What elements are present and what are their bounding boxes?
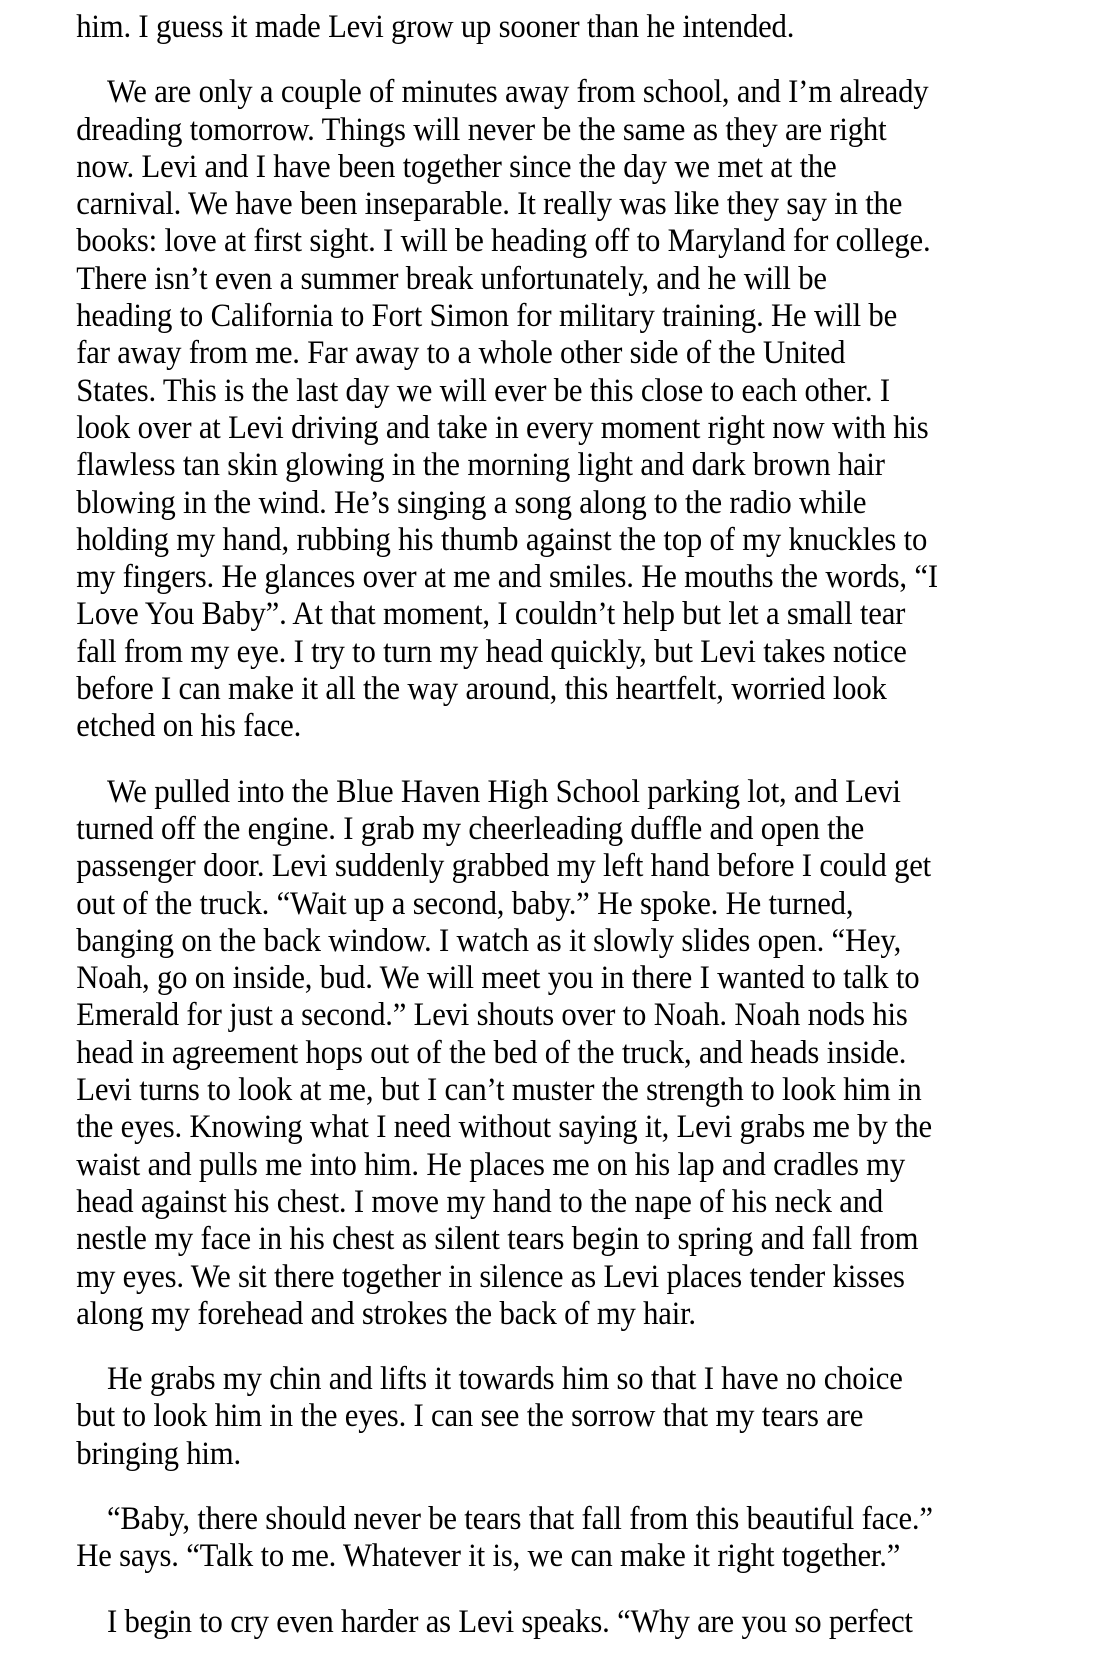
text-line: holding my hand, rubbing his thumb against the top of my knuckles to xyxy=(76,521,928,558)
paragraph xyxy=(76,1604,1112,1641)
text-line: He grabs my chin and lifts it towards him so that I have no choice xyxy=(106,1361,903,1398)
text-line: head against his chest. I move my hand to the nape of his neck and xyxy=(76,1183,884,1220)
text-line: I begin to cry even harder as Levi speaks. “Why are you so perfect xyxy=(106,1603,913,1640)
text-line: bringing him. xyxy=(76,1435,241,1472)
text-line: along my forehead and strokes the back of my hair. xyxy=(76,1295,696,1332)
text-line: Emerald for just a second.” Levi shouts over to Noah. Noah nods his xyxy=(76,997,908,1034)
text-line: We pulled into the Blue Haven High School parking lot, and Levi xyxy=(106,773,901,810)
text-line: “Baby, there should never be tears that fall from this beautiful face.” xyxy=(106,1500,933,1537)
text-line: the eyes. Knowing what I need without saying it, Levi grabs me by the xyxy=(76,1109,932,1146)
text-line: turned off the engine. I grab my cheerleading duffle and open the xyxy=(76,810,865,847)
text-line: waist and pulls me into him. He places me on his lap and cradles my xyxy=(76,1146,906,1183)
text-line: blowing in the wind. He’s singing a song along to the radio while xyxy=(76,484,867,521)
text-line: books: love at first sight. I will be heading off to Maryland for college. xyxy=(76,223,931,260)
text-line: carnival. We have been inseparable. It really was like they say in the xyxy=(76,186,903,223)
text-line: dreading tomorrow. Things will never be the same as they are right xyxy=(76,111,887,148)
text-line: flawless tan skin glowing in the morning light and dark brown hair xyxy=(76,447,885,484)
text-line: States. This is the last day we will ever be this close to each other. I xyxy=(76,372,890,409)
text-line: passenger door. Levi suddenly grabbed my left hand before I could get xyxy=(76,848,932,885)
text-line: out of the truck. “Wait up a second, baby.” He spoke. He turned, xyxy=(76,885,854,922)
text-line: fall from my eye. I try to turn my head quickly, but Levi takes notice xyxy=(76,633,907,670)
text-line: There isn’t even a summer break unfortunately, and he will be xyxy=(76,260,827,297)
text-line: look over at Levi driving and take in every moment right now with his xyxy=(76,409,929,446)
text-line: Noah, go on inside, bud. We will meet you in there I wanted to talk to xyxy=(76,960,920,997)
text-line: far away from me. Far away to a whole other side of the United xyxy=(76,335,846,372)
text-line: We are only a couple of minutes away from school, and I’m already xyxy=(106,74,929,111)
paragraph xyxy=(76,774,1112,1333)
text-line: my eyes. We sit there together in silence as Levi places tender kisses xyxy=(76,1258,905,1295)
text-line: etched on his face. xyxy=(76,708,302,745)
text-line: my fingers. He glances over at me and smiles. He mouths the words, “I xyxy=(76,559,938,596)
text-line: now. Levi and I have been together since the day we met at the xyxy=(76,148,837,185)
text-line: before I can make it all the way around, this heartfelt, worried look xyxy=(76,671,887,708)
text-line: heading to California to Fort Simon for military training. He will be xyxy=(76,298,898,335)
paragraph xyxy=(76,1501,1112,1576)
text-line: but to look him in the eyes. I can see the sorrow that my tears are xyxy=(76,1398,864,1435)
paragraph xyxy=(76,74,1112,745)
text-line: Love You Baby”. At that moment, I couldn’t help but let a small tear xyxy=(76,596,906,633)
text-line: him. I guess it made Levi grow up sooner than he intended. xyxy=(76,9,795,45)
text-line: He says. “Talk to me. Whatever it is, we can make it right together.” xyxy=(76,1538,901,1575)
text-line: Levi turns to look at me, but I can’t muster the strength to look him in xyxy=(76,1072,922,1109)
text-line: head in agreement hops out of the bed of the truck, and heads inside. xyxy=(76,1034,907,1071)
paragraph xyxy=(76,1361,1112,1473)
paragraph xyxy=(76,9,1112,46)
text-line: nestle my face in his chest as silent tears begin to spring and fall from xyxy=(76,1221,919,1258)
text-line: banging on the back window. I watch as it slowly slides open. “Hey, xyxy=(76,922,902,959)
